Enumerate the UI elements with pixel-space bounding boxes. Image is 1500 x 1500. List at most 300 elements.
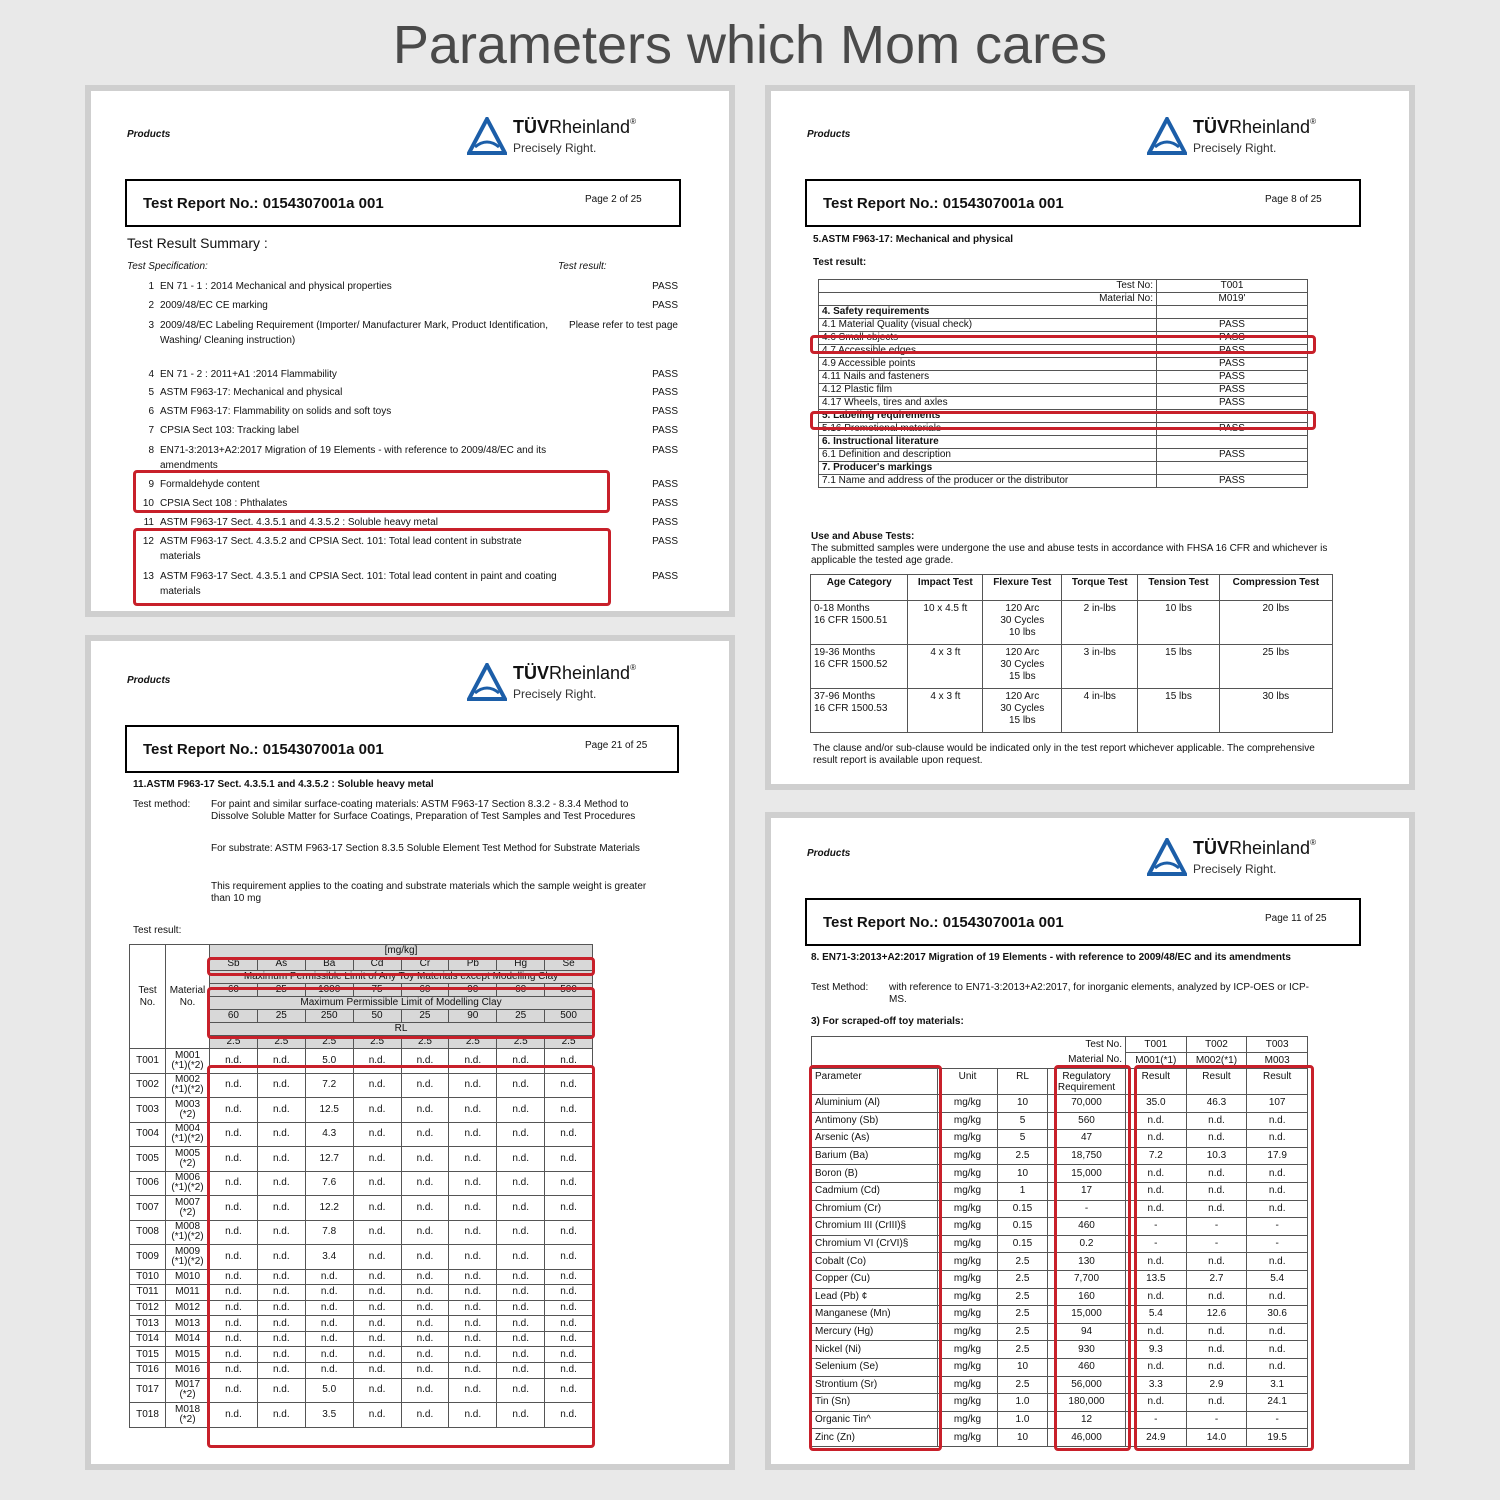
result-value: n.d. bbox=[257, 1285, 305, 1301]
result-value: n.d. bbox=[497, 1300, 545, 1316]
row-spec: Formaldehyde content bbox=[160, 479, 260, 490]
requirement-label: 7. Producer's markings bbox=[819, 462, 1157, 475]
row-number: 7 bbox=[148, 425, 154, 436]
row-number: 2 bbox=[148, 300, 154, 311]
result-value: n.d. bbox=[497, 1220, 545, 1245]
result-value: n.d. bbox=[401, 1098, 449, 1123]
result-value: n.d. bbox=[353, 1300, 401, 1316]
parameter-value: mg/kg bbox=[938, 1147, 998, 1165]
parameter-value: 460 bbox=[1048, 1358, 1126, 1376]
parameter-value: 130 bbox=[1048, 1253, 1126, 1271]
row-spec: CPSIA Sect 108 : Phthalates bbox=[160, 498, 288, 509]
table-row bbox=[819, 358, 1308, 371]
requirement-label: 6.1 Definition and description bbox=[819, 449, 1157, 462]
material-no: M004 (*1)(*2) bbox=[166, 1122, 210, 1147]
result-value: n.d. bbox=[401, 1331, 449, 1347]
result-value: n.d. bbox=[257, 1245, 305, 1270]
parameter-value: n.d. bbox=[1126, 1200, 1187, 1218]
result-value: 5.0 bbox=[305, 1378, 353, 1403]
result-value: n.d. bbox=[545, 1363, 593, 1379]
test-no: T008 bbox=[130, 1220, 166, 1245]
requirement-result: PASS bbox=[1157, 358, 1308, 371]
result-value: n.d. bbox=[449, 1122, 497, 1147]
test-no: T005 bbox=[130, 1147, 166, 1172]
parameter-value: 70,000 bbox=[1048, 1095, 1126, 1113]
parameter-value: - bbox=[1126, 1411, 1187, 1429]
result-value: n.d. bbox=[449, 1073, 497, 1098]
parameter-value: 5.4 bbox=[1247, 1270, 1308, 1288]
unit-label: [mg/kg] bbox=[210, 945, 593, 958]
row-number: 4 bbox=[148, 369, 154, 380]
table-row bbox=[819, 293, 1308, 306]
parameter-value: mg/kg bbox=[938, 1411, 998, 1429]
result-value: n.d. bbox=[257, 1073, 305, 1098]
abuse-cell: 30 lbs bbox=[1219, 689, 1332, 733]
parameter-value: n.d. bbox=[1126, 1358, 1187, 1376]
result-value: 7.8 bbox=[305, 1220, 353, 1245]
limit-value: 25 bbox=[257, 984, 305, 997]
summary-page bbox=[85, 85, 735, 617]
table-row bbox=[811, 689, 1333, 733]
result-value: n.d. bbox=[305, 1316, 353, 1332]
tuv-triangle-icon bbox=[1147, 117, 1187, 155]
result-value: 12.2 bbox=[305, 1196, 353, 1221]
requirement-label: 4.6 Small objects bbox=[819, 332, 1157, 345]
abuse-cell: 120 Arc 30 Cycles 10 lbs bbox=[983, 601, 1062, 645]
result-value: n.d. bbox=[401, 1347, 449, 1363]
row-spec: EN 71 - 2 : 2011+A1 :2014 Flammability bbox=[160, 369, 337, 380]
abuse-cell: 10 lbs bbox=[1138, 601, 1219, 645]
result-value: n.d. bbox=[305, 1347, 353, 1363]
rl-value: 2.5 bbox=[497, 1036, 545, 1049]
parameter-value: 2.5 bbox=[998, 1147, 1048, 1165]
parameter-value: 180,000 bbox=[1048, 1394, 1126, 1412]
limit-value: 60 bbox=[210, 984, 258, 997]
row-result: PASS bbox=[652, 517, 678, 528]
parameter-value: 15,000 bbox=[1048, 1165, 1126, 1183]
brand-name: TÜVRheinland® bbox=[513, 663, 636, 683]
parameter-value: 56,000 bbox=[1048, 1376, 1126, 1394]
brand-tagline: Precisely Right. bbox=[1193, 862, 1277, 876]
result-value: n.d. bbox=[257, 1196, 305, 1221]
result-value: n.d. bbox=[353, 1316, 401, 1332]
test-no-row bbox=[812, 1037, 1308, 1053]
result-value: n.d. bbox=[257, 1403, 305, 1428]
result-label: Test result: bbox=[133, 925, 182, 936]
parameter-name: Barium (Ba) bbox=[812, 1147, 938, 1165]
parameter-name: Nickel (Ni) bbox=[812, 1341, 938, 1359]
parameter-value: mg/kg bbox=[938, 1165, 998, 1183]
parameter-value: 12.6 bbox=[1186, 1306, 1247, 1324]
result-value: n.d. bbox=[401, 1403, 449, 1428]
requirement-result bbox=[1157, 306, 1308, 319]
parameter-value: mg/kg bbox=[938, 1253, 998, 1271]
brand-name: TÜVRheinland® bbox=[1193, 838, 1316, 858]
row-result: PASS bbox=[652, 571, 678, 582]
column-header: Regulatory Requirement bbox=[1048, 1069, 1126, 1095]
abuse-title: Use and Abuse Tests: bbox=[811, 531, 915, 542]
result-value: n.d. bbox=[353, 1147, 401, 1172]
result-header: Test result: bbox=[558, 261, 607, 272]
result-value: n.d. bbox=[210, 1245, 258, 1270]
subsection-title: 3) For scraped-off toy materials: bbox=[811, 1016, 964, 1027]
result-value: n.d. bbox=[401, 1171, 449, 1196]
rl-value: 2.5 bbox=[257, 1036, 305, 1049]
parameter-value: 0.15 bbox=[998, 1218, 1048, 1236]
row-result: PASS bbox=[652, 445, 678, 456]
material-no: M002 (*1)(*2) bbox=[166, 1073, 210, 1098]
result-value: n.d. bbox=[401, 1049, 449, 1074]
result-value: n.d. bbox=[353, 1073, 401, 1098]
result-value: n.d. bbox=[257, 1378, 305, 1403]
section-title: 8. EN71-3:2013+A2:2017 Migration of 19 Elements - with reference to 2009/48/EC and its amendments bbox=[811, 952, 1291, 963]
column-header: Compression Test bbox=[1219, 575, 1332, 601]
element-symbol: Cd bbox=[353, 958, 401, 971]
brand-tagline: Precisely Right. bbox=[1193, 141, 1277, 155]
result-value: n.d. bbox=[545, 1196, 593, 1221]
material-no: M018 (*2) bbox=[166, 1403, 210, 1428]
table-row bbox=[819, 306, 1308, 319]
parameter-value: n.d. bbox=[1126, 1394, 1187, 1412]
result-value: n.d. bbox=[353, 1196, 401, 1221]
result-value: n.d. bbox=[353, 1049, 401, 1074]
parameter-value: mg/kg bbox=[938, 1218, 998, 1236]
parameter-value: mg/kg bbox=[938, 1200, 998, 1218]
requirement-label: 4.1 Material Quality (visual check) bbox=[819, 319, 1157, 332]
requirement-result: PASS bbox=[1157, 332, 1308, 345]
parameter-value: n.d. bbox=[1126, 1288, 1187, 1306]
parameter-value: - bbox=[1247, 1411, 1308, 1429]
result-value: n.d. bbox=[305, 1363, 353, 1379]
parameter-value: 160 bbox=[1048, 1288, 1126, 1306]
parameter-value: 24.1 bbox=[1247, 1394, 1308, 1412]
result-value: n.d. bbox=[353, 1122, 401, 1147]
tuv-logo bbox=[467, 111, 677, 167]
report-header-box bbox=[125, 725, 679, 773]
result-value: n.d. bbox=[401, 1300, 449, 1316]
parameter-value: 7.2 bbox=[1126, 1147, 1187, 1165]
requirement-label: 4.9 Accessible points bbox=[819, 358, 1157, 371]
result-value: n.d. bbox=[545, 1331, 593, 1347]
parameter-value: 2.5 bbox=[998, 1376, 1048, 1394]
parameter-value: n.d. bbox=[1247, 1200, 1308, 1218]
result-value: n.d. bbox=[353, 1269, 401, 1285]
rl-value: 2.5 bbox=[401, 1036, 449, 1049]
result-value: n.d. bbox=[257, 1049, 305, 1074]
material-no: M014 bbox=[166, 1331, 210, 1347]
result-value: n.d. bbox=[353, 1363, 401, 1379]
abuse-cell: 4 x 3 ft bbox=[908, 689, 983, 733]
parameter-value: 0.15 bbox=[998, 1200, 1048, 1218]
row-spec: ASTM F963-17 Sect. 4.3.5.1 and CPSIA Sect. 101: Total lead content in paint and coating materials bbox=[160, 571, 557, 597]
parameter-value: 19.5 bbox=[1247, 1429, 1308, 1447]
parameter-value: n.d. bbox=[1186, 1358, 1247, 1376]
limit-value: 500 bbox=[545, 984, 593, 997]
result-value: n.d. bbox=[257, 1122, 305, 1147]
result-value: n.d. bbox=[497, 1285, 545, 1301]
parameter-value: - bbox=[1247, 1218, 1308, 1236]
material-no: M017 (*2) bbox=[166, 1378, 210, 1403]
parameter-value: n.d. bbox=[1126, 1323, 1187, 1341]
requirement-result: PASS bbox=[1157, 345, 1308, 358]
row-number: 10 bbox=[142, 498, 154, 509]
result-value: n.d. bbox=[497, 1049, 545, 1074]
rl-value: 2.5 bbox=[210, 1036, 258, 1049]
tuv-triangle-icon bbox=[1147, 838, 1187, 876]
material-no: M010 bbox=[166, 1269, 210, 1285]
parameter-value: n.d. bbox=[1247, 1323, 1308, 1341]
result-value: n.d. bbox=[449, 1220, 497, 1245]
table-header-row bbox=[130, 945, 593, 958]
requirement-label: 4.17 Wheels, tires and axles bbox=[819, 397, 1157, 410]
parameter-value: 10 bbox=[998, 1358, 1048, 1376]
parameter-name: Zinc (Zn) bbox=[812, 1429, 938, 1447]
row-number: 13 bbox=[142, 571, 154, 582]
brand-tagline: Precisely Right. bbox=[513, 141, 597, 155]
parameter-value: 5.4 bbox=[1126, 1306, 1187, 1324]
row-spec: CPSIA Sect 103: Tracking label bbox=[160, 425, 299, 436]
parameter-value: 10 bbox=[998, 1095, 1048, 1113]
test-no: T011 bbox=[130, 1285, 166, 1301]
abuse-cell: 4 x 3 ft bbox=[908, 645, 983, 689]
column-header: Tension Test bbox=[1138, 575, 1219, 601]
result-value: n.d. bbox=[305, 1300, 353, 1316]
result-value: n.d. bbox=[497, 1122, 545, 1147]
requirement-label: 4.12 Plastic film bbox=[819, 384, 1157, 397]
result-value: n.d. bbox=[545, 1073, 593, 1098]
column-header: Result bbox=[1247, 1069, 1308, 1095]
page-number: Page 2 of 25 bbox=[585, 194, 642, 205]
report-header-box bbox=[805, 179, 1361, 227]
mechanical-table bbox=[818, 279, 1308, 488]
result-value: n.d. bbox=[210, 1171, 258, 1196]
abuse-cell: 19-36 Months 16 CFR 1500.52 bbox=[811, 645, 908, 689]
result-value: n.d. bbox=[545, 1403, 593, 1428]
requirement-result: PASS bbox=[1157, 449, 1308, 462]
result-value: n.d. bbox=[545, 1220, 593, 1245]
parameter-value: - bbox=[1247, 1235, 1308, 1253]
parameter-value: 930 bbox=[1048, 1341, 1126, 1359]
summary-title: Test Result Summary : bbox=[127, 235, 268, 251]
brand-name: TÜVRheinland® bbox=[513, 117, 636, 137]
requirement-result: PASS bbox=[1157, 371, 1308, 384]
highlight-box bbox=[809, 1065, 942, 1451]
result-value: n.d. bbox=[210, 1285, 258, 1301]
parameter-value: - bbox=[1186, 1235, 1247, 1253]
row-number: 6 bbox=[148, 406, 154, 417]
result-value: n.d. bbox=[353, 1331, 401, 1347]
result-value: n.d. bbox=[545, 1171, 593, 1196]
parameter-value: 0.2 bbox=[1048, 1235, 1126, 1253]
result-value: n.d. bbox=[545, 1347, 593, 1363]
material-no-label: Material No. bbox=[812, 1053, 1126, 1069]
parameter-value: 2.5 bbox=[998, 1323, 1048, 1341]
result-value: n.d. bbox=[545, 1300, 593, 1316]
parameter-value: 3.3 bbox=[1126, 1376, 1187, 1394]
result-value: n.d. bbox=[497, 1403, 545, 1428]
result-value: n.d. bbox=[497, 1363, 545, 1379]
test-no: T013 bbox=[130, 1316, 166, 1332]
highlight-box bbox=[810, 411, 1316, 430]
tuv-triangle-icon bbox=[467, 663, 507, 701]
parameter-value: 2.5 bbox=[998, 1306, 1048, 1324]
requirement-label: 7.1 Name and address of the producer or the distributor bbox=[819, 475, 1157, 488]
result-value: n.d. bbox=[257, 1316, 305, 1332]
rl-value: 2.5 bbox=[353, 1036, 401, 1049]
parameter-value: mg/kg bbox=[938, 1182, 998, 1200]
parameter-value: n.d. bbox=[1126, 1130, 1187, 1148]
result-value: n.d. bbox=[497, 1378, 545, 1403]
test-no: T009 bbox=[130, 1245, 166, 1270]
result-value: n.d. bbox=[401, 1378, 449, 1403]
row-result: PASS bbox=[652, 498, 678, 509]
requirement-result: PASS bbox=[1157, 475, 1308, 488]
material-no: M005 (*2) bbox=[166, 1147, 210, 1172]
row-spec: ASTM F963-17: Flammability on solids and soft toys bbox=[160, 406, 392, 417]
test-no: T015 bbox=[130, 1347, 166, 1363]
test-no-value: T001 bbox=[1157, 280, 1308, 293]
result-value: n.d. bbox=[401, 1363, 449, 1379]
parameter-value: 3.1 bbox=[1247, 1376, 1308, 1394]
parameter-name: Lead (Pb) ¢ bbox=[812, 1288, 938, 1306]
result-value: n.d. bbox=[449, 1403, 497, 1428]
result-value: n.d. bbox=[305, 1269, 353, 1285]
rl-value: 2.5 bbox=[449, 1036, 497, 1049]
report-title: Test Report No.: 0154307001a 001 bbox=[823, 195, 1064, 212]
requirement-label: 5.16 Promotional materials bbox=[819, 423, 1157, 436]
parameter-value: - bbox=[1186, 1218, 1247, 1236]
column-header: Torque Test bbox=[1062, 575, 1138, 601]
column-header: Flexure Test bbox=[983, 575, 1062, 601]
parameter-value: 7,700 bbox=[1048, 1270, 1126, 1288]
heavy-metal-page bbox=[85, 635, 735, 1470]
result-value: n.d. bbox=[257, 1300, 305, 1316]
result-value: n.d. bbox=[257, 1147, 305, 1172]
parameter-value: n.d. bbox=[1186, 1112, 1247, 1130]
parameter-name: Arsenic (As) bbox=[812, 1130, 938, 1148]
test-no: T001 bbox=[130, 1049, 166, 1074]
limit-value: 25 bbox=[401, 1010, 449, 1023]
result-value: n.d. bbox=[449, 1147, 497, 1172]
element-symbol: Hg bbox=[497, 958, 545, 971]
highlight-box bbox=[133, 528, 611, 606]
rl-value: 2.5 bbox=[305, 1036, 353, 1049]
table-row bbox=[819, 280, 1308, 293]
result-value: n.d. bbox=[545, 1122, 593, 1147]
result-value: n.d. bbox=[257, 1171, 305, 1196]
parameter-value: n.d. bbox=[1186, 1253, 1247, 1271]
result-value: n.d. bbox=[210, 1331, 258, 1347]
requirement-label: 6. Instructional literature bbox=[819, 436, 1157, 449]
result-value: n.d. bbox=[497, 1196, 545, 1221]
parameter-value: 5 bbox=[998, 1112, 1048, 1130]
material-no: M002(*1) bbox=[1186, 1053, 1247, 1069]
result-value: n.d. bbox=[305, 1285, 353, 1301]
row-number: 9 bbox=[148, 479, 154, 490]
parameter-value: 15,000 bbox=[1048, 1306, 1126, 1324]
method-substrate: For substrate: ASTM F963-17 Section 8.3.5 Soluble Element Test Method for Substrate Materials bbox=[211, 843, 640, 854]
result-value: n.d. bbox=[401, 1196, 449, 1221]
result-value: n.d. bbox=[210, 1378, 258, 1403]
section-title: 5.ASTM F963-17: Mechanical and physical bbox=[813, 234, 1014, 245]
limit-clay-label: Maximum Permissible Limit of Modelling Clay bbox=[210, 997, 593, 1010]
column-header: RL bbox=[998, 1069, 1048, 1095]
table-row bbox=[819, 436, 1308, 449]
limit-value: 25 bbox=[257, 1010, 305, 1023]
summary-row bbox=[136, 385, 696, 400]
result-value: n.d. bbox=[449, 1378, 497, 1403]
result-value: n.d. bbox=[449, 1049, 497, 1074]
result-value: n.d. bbox=[210, 1122, 258, 1147]
rl-label: RL bbox=[210, 1023, 593, 1036]
material-no: M015 bbox=[166, 1347, 210, 1363]
parameter-name: Boron (B) bbox=[812, 1165, 938, 1183]
result-value: n.d. bbox=[210, 1196, 258, 1221]
test-no: T012 bbox=[130, 1300, 166, 1316]
result-value: n.d. bbox=[401, 1147, 449, 1172]
material-no: M001(*1) bbox=[1126, 1053, 1187, 1069]
result-value: n.d. bbox=[353, 1171, 401, 1196]
row-spec: 2009/48/EC CE marking bbox=[160, 300, 268, 311]
requirement-result: PASS bbox=[1157, 423, 1308, 436]
result-value: n.d. bbox=[497, 1245, 545, 1270]
requirement-label: 4. Safety requirements bbox=[819, 306, 1157, 319]
result-value: n.d. bbox=[257, 1098, 305, 1123]
result-value: n.d. bbox=[210, 1300, 258, 1316]
parameter-value: 107 bbox=[1247, 1095, 1308, 1113]
result-value: n.d. bbox=[449, 1098, 497, 1123]
table-row bbox=[819, 371, 1308, 384]
tuv-logo bbox=[467, 657, 677, 713]
material-no: M007 (*2) bbox=[166, 1196, 210, 1221]
row-spec: ASTM F963-17 Sect. 4.3.5.2 and CPSIA Sect. 101: Total lead content in substrate materials bbox=[160, 536, 522, 562]
result-value: n.d. bbox=[545, 1269, 593, 1285]
products-label: Products bbox=[807, 129, 851, 140]
abuse-cell: 3 in-lbs bbox=[1062, 645, 1138, 689]
abuse-cell: 15 lbs bbox=[1138, 645, 1219, 689]
parameter-value: 9.3 bbox=[1126, 1341, 1187, 1359]
result-value: n.d. bbox=[497, 1331, 545, 1347]
parameter-name: Mercury (Hg) bbox=[812, 1323, 938, 1341]
result-value: n.d. bbox=[257, 1363, 305, 1379]
material-no: M006 (*1)(*2) bbox=[166, 1171, 210, 1196]
material-no: M003 (*2) bbox=[166, 1098, 210, 1123]
material-no: M012 bbox=[166, 1300, 210, 1316]
test-no-header: Test No. bbox=[130, 945, 166, 1049]
test-no: T007 bbox=[130, 1196, 166, 1221]
parameter-value: mg/kg bbox=[938, 1270, 998, 1288]
parameter-value: n.d. bbox=[1247, 1165, 1308, 1183]
requirement-result bbox=[1157, 462, 1308, 475]
test-no: T002 bbox=[130, 1073, 166, 1098]
parameter-value: 46,000 bbox=[1048, 1429, 1126, 1447]
table-row bbox=[819, 397, 1308, 410]
result-value: 3.5 bbox=[305, 1403, 353, 1428]
result-value: n.d. bbox=[545, 1098, 593, 1123]
parameter-name: Tin (Sn) bbox=[812, 1394, 938, 1412]
result-value: n.d. bbox=[497, 1269, 545, 1285]
parameter-value: n.d. bbox=[1186, 1165, 1247, 1183]
parameter-value: 13.5 bbox=[1126, 1270, 1187, 1288]
row-result: PASS bbox=[652, 425, 678, 436]
column-header: Impact Test bbox=[908, 575, 983, 601]
brand-tagline: Precisely Right. bbox=[513, 687, 597, 701]
table-row bbox=[819, 475, 1308, 488]
test-no-label: Test No. bbox=[812, 1037, 1126, 1053]
result-value: n.d. bbox=[401, 1316, 449, 1332]
result-value: n.d. bbox=[449, 1316, 497, 1332]
element-symbol: Sb bbox=[210, 958, 258, 971]
